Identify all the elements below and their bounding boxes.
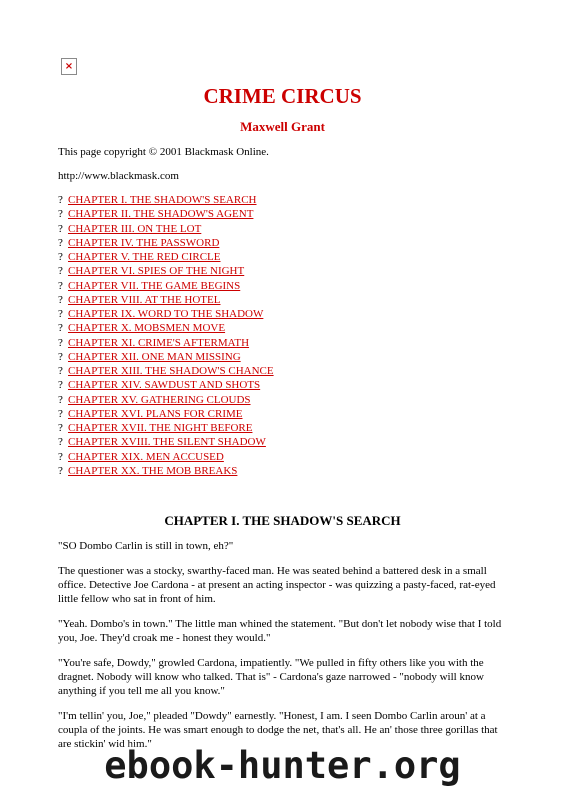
book-title: CRIME CIRCUS	[203, 84, 362, 108]
toc-bullet: ?	[58, 436, 63, 449]
paragraph: "I'm tellin' you, Joe," pleaded "Dowdy" earnestly. "Honest, I am. I seen Dombo Carlin aroun' at a coupla of the joints. He was smart enough to dodge the net, that's all. He an' those three gorillas that are stickin' wid him."	[58, 710, 498, 750]
toc-link-chapter-5[interactable]: CHAPTER V. THE RED CIRCLE	[68, 251, 221, 263]
toc-item	[58, 207, 274, 221]
toc-bullet: ?	[58, 293, 63, 306]
toc-bullet: ?	[58, 379, 63, 392]
toc-bullet: ?	[58, 222, 63, 235]
toc-item	[58, 421, 274, 435]
toc-item	[58, 236, 274, 250]
toc-link-chapter-3[interactable]: CHAPTER III. ON THE LOT	[68, 222, 202, 235]
toc-bullet: ?	[58, 407, 63, 420]
toc-link-chapter-20[interactable]: CHAPTER XX. THE MOB BREAKS	[68, 464, 238, 477]
toc-bullet: ?	[58, 322, 63, 335]
toc-item	[58, 464, 274, 478]
toc-link-chapter-11[interactable]: CHAPTER XI. CRIME'S AFTERMATH	[68, 336, 250, 349]
toc-item	[58, 250, 274, 264]
toc-item	[58, 307, 274, 321]
toc-bullet: ?	[58, 365, 63, 377]
toc-link-chapter-17[interactable]: CHAPTER XVII. THE NIGHT BEFORE	[68, 422, 253, 434]
toc-link-chapter-19[interactable]: CHAPTER XIX. MEN ACCUSED	[68, 450, 224, 463]
toc-item	[58, 264, 274, 278]
toc-bullet: ?	[58, 265, 63, 278]
clipped-toc-remnant	[58, 477, 98, 482]
toc-link-chapter-7[interactable]: CHAPTER VII. THE GAME BEGINS	[68, 279, 241, 292]
author-name: Maxwell Grant	[240, 119, 325, 134]
toc-bullet: ?	[58, 308, 63, 320]
toc-item	[58, 364, 274, 378]
toc-bullet: ?	[58, 336, 63, 349]
toc-link-chapter-12[interactable]: CHAPTER XII. ONE MAN MISSING	[68, 350, 241, 363]
toc-item	[58, 336, 274, 350]
chapter-heading: CHAPTER I. THE SHADOW'S SEARCH	[164, 513, 401, 528]
toc-link-chapter-6[interactable]: CHAPTER VI. SPIES OF THE NIGHT	[68, 265, 245, 278]
chapter-body	[58, 539, 510, 762]
toc-item	[58, 378, 274, 392]
paragraph: "Yeah. Dombo's in town." The little man whined the statement. "But don't let nobody wise that I told you, Joe. They'd croak me - honest they would."	[58, 618, 502, 644]
toc-item	[58, 279, 274, 293]
toc-bullet: ?	[58, 194, 63, 206]
toc-bullet: ?	[58, 422, 63, 434]
toc-link-chapter-14[interactable]: CHAPTER XIV. SAWDUST AND SHOTS	[68, 379, 261, 392]
toc-link-chapter-16[interactable]: CHAPTER XVI. PLANS FOR CRIME	[68, 407, 243, 420]
toc-link-chapter-8[interactable]: CHAPTER VIII. AT THE HOTEL	[68, 293, 221, 306]
site-url: http://www.blackmask.com	[58, 170, 179, 182]
toc-item	[58, 450, 274, 464]
toc-item	[58, 435, 274, 449]
toc-link-chapter-2[interactable]: CHAPTER II. THE SHADOW'S AGENT	[68, 208, 254, 221]
toc-item	[58, 321, 274, 335]
toc-item	[58, 193, 274, 207]
toc-bullet: ?	[58, 450, 63, 463]
toc-bullet: ?	[58, 251, 63, 263]
copyright-notice: This page copyright © 2001 Blackmask Online.	[58, 146, 269, 158]
toc-link-chapter-13[interactable]: CHAPTER XIII. THE SHADOW'S CHANCE	[68, 365, 274, 377]
toc-item	[58, 393, 274, 407]
toc-bullet: ?	[58, 393, 63, 406]
toc-item	[58, 407, 274, 421]
toc-link-chapter-18[interactable]: CHAPTER XVIII. THE SILENT SHADOW	[68, 436, 266, 449]
toc-bullet: ?	[58, 279, 63, 292]
toc-bullet: ?	[58, 236, 63, 249]
broken-image-icon: ×	[61, 58, 77, 75]
toc-item	[58, 293, 274, 307]
toc-bullet: ?	[58, 350, 63, 363]
paragraph: "SO Dombo Carlin is still in town, eh?"	[58, 540, 234, 552]
paragraph: The questioner was a stocky, swarthy-faced man. He was seated behind a battered desk in a small office. Detective Joe Cardona - at present an acting inspector - was quizzing a pasty-faced, rat-eyed little fellow who sat in front of him.	[58, 565, 496, 605]
table-of-contents	[58, 193, 274, 478]
toc-link-chapter-4[interactable]: CHAPTER IV. THE PASSWORD	[68, 236, 220, 249]
toc-link-chapter-10[interactable]: CHAPTER X. MOBSMEN MOVE	[68, 322, 226, 335]
toc-link-chapter-9[interactable]: CHAPTER IX. WORD TO THE SHADOW	[68, 308, 264, 320]
watermark: ebook-hunter.org	[104, 744, 461, 787]
toc-item	[58, 350, 274, 364]
toc-bullet: ?	[58, 464, 63, 477]
toc-link-chapter-1[interactable]: CHAPTER I. THE SHADOW'S SEARCH	[68, 194, 257, 206]
toc-bullet: ?	[58, 208, 63, 221]
toc-link-chapter-15[interactable]: CHAPTER XV. GATHERING CLOUDS	[68, 393, 251, 406]
paragraph: "You're safe, Dowdy," growled Cardona, impatiently. "We pulled in fifty others like you with the dragnet. Nobody will know who talked. That is" - Cardona's gaze narrowed - "nobody will know anything if you tell me all you know."	[58, 657, 484, 697]
toc-item	[58, 222, 274, 236]
